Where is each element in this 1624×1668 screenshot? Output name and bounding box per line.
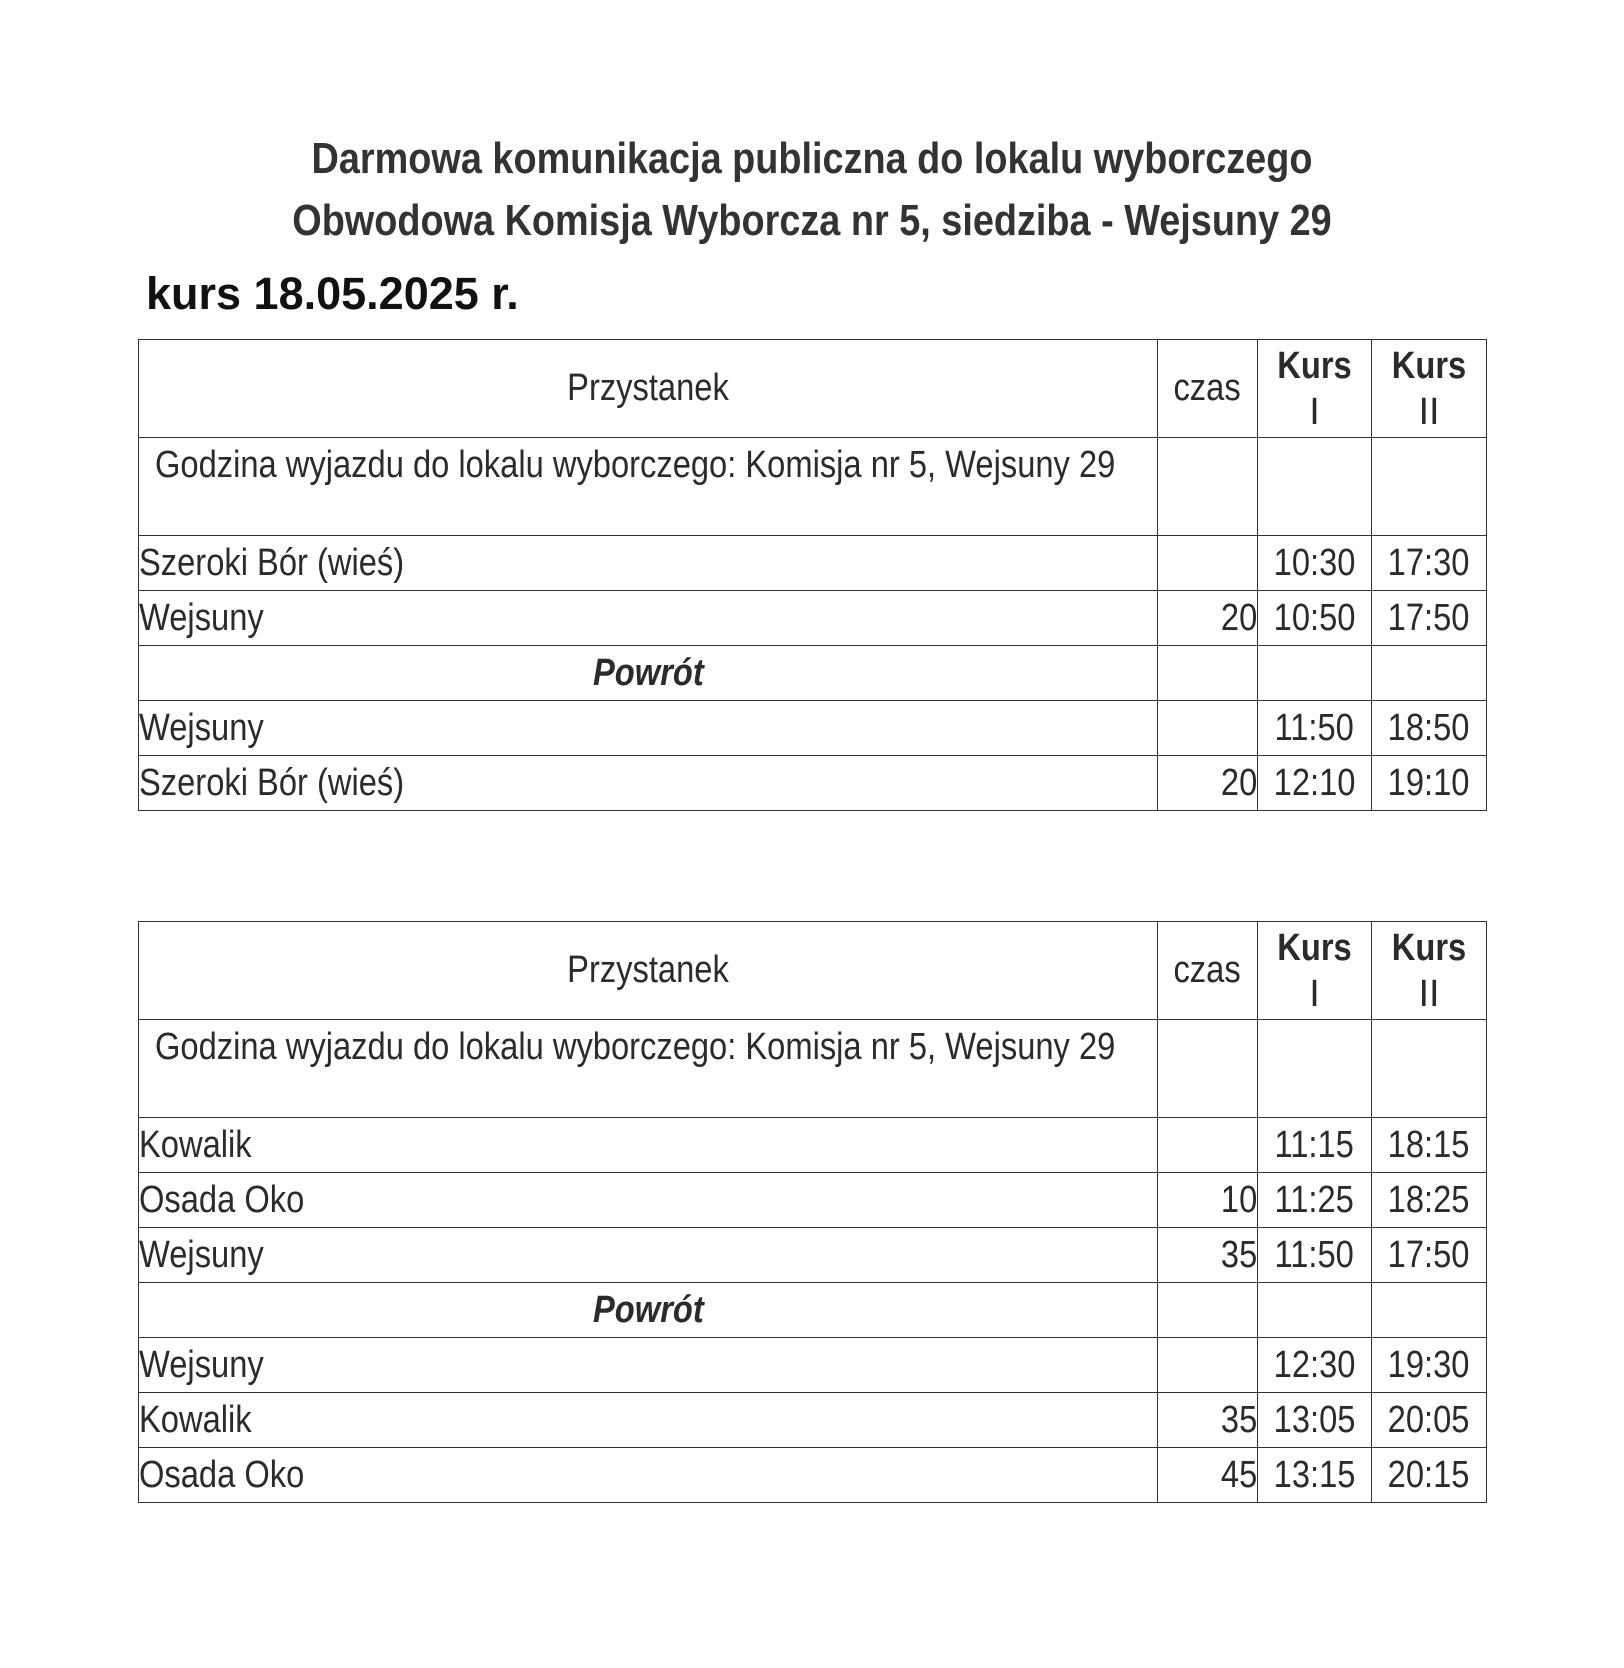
table-row	[139, 1228, 1487, 1283]
kurs-1-time: 11:25	[1258, 1173, 1372, 1228]
kurs-1-time: 10:50	[1258, 591, 1372, 646]
kurs-1-time: 11:50	[1258, 1228, 1372, 1283]
table-row	[139, 591, 1487, 646]
stop-name: Wejsuny	[139, 1338, 1158, 1393]
travel-time	[1158, 701, 1258, 756]
table-row	[139, 1448, 1487, 1503]
schedule-table-2	[138, 921, 1487, 1503]
return-header-row	[139, 646, 1487, 701]
departure-note-row	[139, 1020, 1487, 1118]
document-title-line-1: Darmowa komunikacja publiczna do lokalu wyborczego	[311, 134, 1313, 183]
travel-time: 10	[1158, 1173, 1258, 1228]
departure-note-row	[139, 438, 1487, 536]
header-time: czas	[1158, 340, 1258, 438]
kurs-1-time: 12:30	[1258, 1338, 1372, 1393]
kurs-2-time: 19:30	[1372, 1338, 1487, 1393]
kurs-2-time: 20:15	[1372, 1448, 1487, 1503]
kurs-2-time: 17:30	[1372, 536, 1487, 591]
header-stop: Przystanek	[139, 340, 1158, 438]
schedule-table-1	[138, 339, 1487, 811]
stop-name: Wejsuny	[139, 701, 1158, 756]
travel-time: 20	[1158, 591, 1258, 646]
table-row	[139, 1173, 1487, 1228]
header-kurs-2	[1372, 922, 1487, 1020]
kurs-2-time: 18:15	[1372, 1118, 1487, 1173]
stop-name: Wejsuny	[139, 591, 1158, 646]
kurs-1-time: 11:15	[1258, 1118, 1372, 1173]
travel-time: 45	[1158, 1448, 1258, 1503]
header-stop: Przystanek	[139, 922, 1158, 1020]
kurs-2-time: 17:50	[1372, 1228, 1487, 1283]
stop-name: Wejsuny	[139, 1228, 1158, 1283]
table-row	[139, 536, 1487, 591]
travel-time: 35	[1158, 1228, 1258, 1283]
kurs-2-time: 18:25	[1372, 1173, 1487, 1228]
stop-name: Szeroki Bór (wieś)	[139, 756, 1158, 811]
kurs-1-time: 12:10	[1258, 756, 1372, 811]
table-row	[139, 1338, 1487, 1393]
date-heading: kurs 18.05.2025 r.	[146, 268, 519, 319]
header-kurs-1	[1258, 340, 1372, 438]
table-row	[139, 1393, 1487, 1448]
kurs-1-time: 13:05	[1258, 1393, 1372, 1448]
kurs-number: II	[1418, 972, 1440, 1015]
travel-time: 20	[1158, 756, 1258, 811]
header-kurs-2	[1372, 340, 1487, 438]
stop-name: Szeroki Bór (wieś)	[139, 536, 1158, 591]
travel-time	[1158, 536, 1258, 591]
kurs-1-time: 13:15	[1258, 1448, 1372, 1503]
stop-name: Kowalik	[139, 1393, 1158, 1448]
table-header-row	[139, 340, 1487, 438]
kurs-2-time: 20:05	[1372, 1393, 1487, 1448]
travel-time: 35	[1158, 1393, 1258, 1448]
return-label: Powrót	[139, 1283, 1158, 1338]
departure-note: Godzina wyjazdu do lokalu wyborczego: Komisja nr 5, Wejsuny 29	[139, 438, 1158, 536]
kurs-1-time: 11:50	[1258, 701, 1372, 756]
kurs-label: Kurs	[1391, 344, 1467, 387]
table-row	[139, 1118, 1487, 1173]
kurs-1-time: 10:30	[1258, 536, 1372, 591]
table-row	[139, 756, 1487, 811]
departure-note: Godzina wyjazdu do lokalu wyborczego: Komisja nr 5, Wejsuny 29	[139, 1020, 1158, 1118]
document-title-line-2: Obwodowa Komisja Wyborcza nr 5, siedziba - Wejsuny 29	[292, 196, 1332, 245]
stop-name: Kowalik	[139, 1118, 1158, 1173]
kurs-2-time: 18:50	[1372, 701, 1487, 756]
kurs-label: Kurs	[1277, 344, 1352, 387]
kurs-label: Kurs	[1391, 926, 1467, 969]
table-header-row	[139, 922, 1487, 1020]
kurs-2-time: 19:10	[1372, 756, 1487, 811]
kurs-number: I	[1309, 390, 1320, 433]
header-kurs-1	[1258, 922, 1372, 1020]
kurs-number: II	[1418, 390, 1440, 433]
stop-name: Osada Oko	[139, 1173, 1158, 1228]
table-row	[139, 701, 1487, 756]
kurs-label: Kurs	[1277, 926, 1352, 969]
travel-time	[1158, 1118, 1258, 1173]
return-label: Powrót	[139, 646, 1158, 701]
kurs-number: I	[1309, 972, 1320, 1015]
stop-name: Osada Oko	[139, 1448, 1158, 1503]
kurs-2-time: 17:50	[1372, 591, 1487, 646]
travel-time	[1158, 1338, 1258, 1393]
header-time: czas	[1158, 922, 1258, 1020]
return-header-row	[139, 1283, 1487, 1338]
